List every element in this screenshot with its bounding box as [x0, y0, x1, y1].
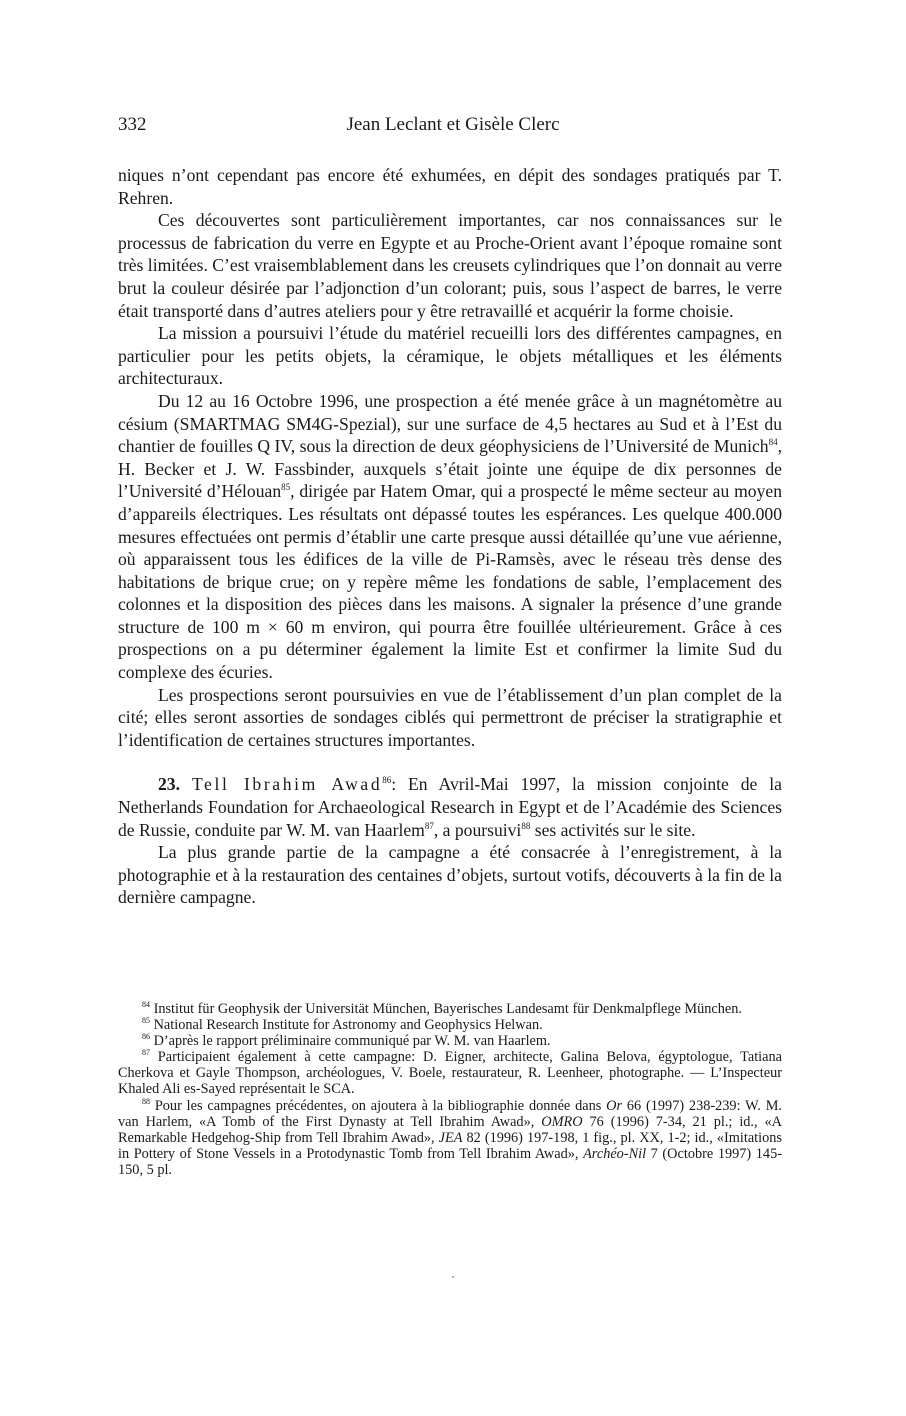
footnote	[118, 1017, 782, 1033]
footnotes	[118, 1001, 782, 1178]
footnote-text: Participaient également à cette campagne: D. Eigner, architecte, Galina Belova, égyptologue, Tatiana Cherkova et Gayle Thompson, archéologues, V. Boele, restaurateur, R. Leenheer, photographe. — L’Inspecteur Khaled Ali es-Sayed représentait le SCA.	[118, 1049, 782, 1098]
footnote-text: 66 (1997) 238-239: W. M. van Harlem, «A Tomb of the First Dynasty at Tell Ibrahim Awad»,	[118, 1097, 782, 1130]
site-name: Tell Ibrahim Awad	[191, 774, 383, 795]
main-text	[118, 164, 782, 909]
footnote-number: 84	[142, 1000, 150, 1010]
running-head: Jean Leclant et Gisèle Clerc	[346, 114, 560, 135]
paragraph: Ces découvertes sont particulièrement importantes, car nos connaissances sur le processus de fabrication du verre en Egypte et au Proche-Orient avant l’époque romaine sont très limitées. C’est vraisemblablement dans les creusets cylindriques que l’on donnait au verre brut la couleur désirée par l’adjonction d’un colorant; puis, sous l’aspect de barres, le verre était transporté dans d’autres ateliers pour y être retravaillé et acquérir la forme choisie.	[118, 210, 782, 321]
text-run: : En Avril-Mai 1997, la mission conjointe de la Netherlands Foundation for Archaeological Research in Egypt et de l’Académie des Sciences de Russie, conduite par W. M. van Haarlem	[118, 774, 782, 840]
footnote-ref: 86	[382, 775, 392, 786]
text-run: , a poursuivi	[433, 819, 522, 840]
footnote-text: 82 (1996) 197-198, 1 fig., pl. XX, 1-2; id., «Imitations in Pottery of Stone Vessels in a Protodynastic Tomb from Tell Ibrahim Awad»,	[118, 1129, 782, 1162]
footnote-number: 86	[142, 1032, 150, 1042]
footnote	[118, 1033, 782, 1049]
footnote-number: 87	[142, 1048, 150, 1058]
footnote-ref: 84	[768, 437, 778, 448]
footnote-number: 85	[142, 1016, 150, 1026]
footnote-ref: 88	[521, 820, 531, 831]
footnote	[118, 1049, 782, 1097]
text-run: ses activités sur le site.	[530, 819, 696, 840]
paragraph	[118, 390, 782, 684]
paragraph: Les prospections seront poursuivies en vue de l’établissement d’un plan complet de la cité; elles seront assorties de sondages ciblés qui permettront de préciser la stratigraphie et l’identification de certaines structures importantes.	[118, 684, 782, 750]
journal-title: JEA	[438, 1129, 463, 1146]
journal-title: OMRO	[541, 1113, 583, 1130]
page-number: 332	[118, 114, 147, 135]
text-run: , H. Becker et J. W. Fassbinder, auxquels s’était jointe une équipe de dix personnes de l’Université d’Hélouan	[118, 436, 782, 502]
footnote	[118, 1098, 782, 1178]
paragraph: La mission a poursuivi l’étude du matériel recueilli lors des différentes campagnes, en particulier pour les petits objets, la céramique, le objets métalliques et les éléments architecturaux.	[118, 323, 782, 389]
footnote-ref: 85	[281, 482, 291, 493]
footnote-text: 76 (1996) 7-34, 21 pl.; id., «A Remarkable Hedgehog-Ship from Tell Ibrahim Awad»,	[118, 1113, 782, 1146]
footnote-ref: 87	[424, 820, 434, 831]
scan-speck	[452, 1276, 454, 1278]
footnote	[118, 1001, 782, 1017]
section-number: 23.	[158, 774, 180, 795]
footnote-number: 88	[142, 1096, 150, 1106]
footnote-text: Institut für Geophysik der Universität München, Bayerisches Landesamt für Denkmalpflege München.	[150, 1001, 742, 1017]
paragraph: La plus grande partie de la campagne a été consacrée à l’enregistrement, à la photographie et à la restauration des centaines d’objets, surtout votifs, découverts à la fin de la dernière campagne.	[118, 842, 782, 908]
text-run: Du 12 au 16 Octobre 1996, une prospection a été menée grâce à un magnétomètre au césium (SMARTMAG SM4G-Spezial), sur une surface de 4,5 hectares au Sud et à l’Est du chantier de fouilles Q IV, sous la direction de deux géophysiciens de l’Université de Munich	[118, 390, 782, 457]
journal-title: Archéo-Nil	[583, 1145, 647, 1162]
footnote-text: 7 (Octobre 1997) 145-150, 5 pl.	[118, 1145, 782, 1178]
section-23-paragraph	[118, 773, 782, 841]
paragraph: niques n’ont cependant pas encore été exhumées, en dépit des sondages pratiqués par T. Rehren.	[118, 165, 782, 208]
footnote-text: D’après le rapport préliminaire communiqué par W. M. van Haarlem.	[150, 1033, 551, 1050]
text-run: , dirigée par Hatem Omar, qui a prospecté le même secteur au moyen d’appareils électriques. Les résultats ont dépassé toutes les espérances. Les quelque 400.000 mesures effectuées ont permis d’établir une carte presque aussi détaillée qu’une vue aérienne, où apparaissent tous les édifices de la ville de Pi-Ramsès, avec le réseau très dense des habitations de brique crue; on y repère même les fondations de sable, l’emplacement des colonnes et la disposition des pièces dans les maisons. A signaler la présence d’une grande structure de 100 m × 60 m environ, qui pourra être fouillée ultérieurement. Grâce à ces prospections on a pu déterminer également la limite Est et confirmer la limite Sud du complexe des écuries.	[118, 481, 782, 683]
journal-title: Or	[606, 1097, 623, 1114]
footnote-text: National Research Institute for Astronomy and Geophysics Helwan.	[150, 1017, 543, 1034]
footnote-text: Pour les campagnes précédentes, on ajoutera à la bibliographie donnée dans	[150, 1097, 607, 1114]
